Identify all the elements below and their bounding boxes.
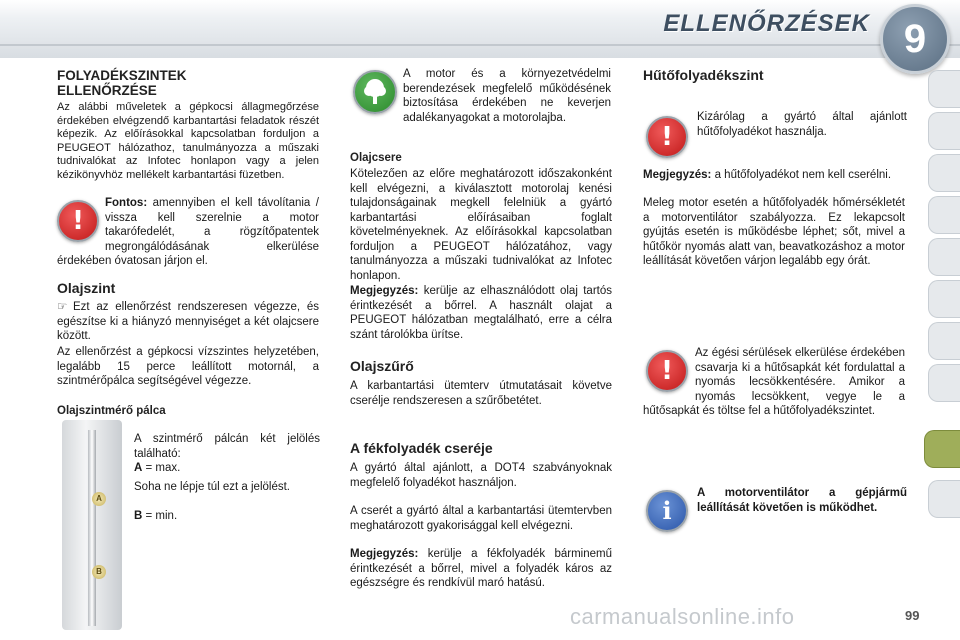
tree-glyph [355, 72, 395, 112]
chapter-number-badge [880, 4, 950, 74]
info-icon [646, 490, 688, 532]
fek-p1: A gyártó által ajánlott, a DOT4 szabványoknak megfelelő folyadékot használjon. [350, 462, 612, 489]
section-title [57, 68, 327, 98]
chapter-tab[interactable] [928, 322, 960, 360]
olajcsere-note [350, 284, 612, 342]
fontos-paragraph [57, 196, 319, 269]
chapter-title: ELLENŐRZÉSEK [663, 10, 870, 37]
chapter-tab[interactable] [928, 112, 960, 150]
note-text: a hűtőfolyadékot nem kell cserélni. [711, 169, 892, 181]
fek-p2: A cserét a gyártó által a karbantartási ütemtervben meghatározott gyakorisággal kell elvégezni. [350, 505, 612, 532]
icon-spacer [57, 196, 105, 254]
fan-info: A motorventilátor a gépjármű leállítását követően is működhet. [697, 487, 907, 514]
dipstick-heading: Olajszintmérő pálca [57, 405, 166, 417]
icon-spacer [643, 346, 695, 390]
olajszuro-heading: Olajszűrő [350, 358, 414, 374]
page-number: 99 [905, 608, 920, 623]
mark-b: B [92, 565, 106, 579]
note-label: Megjegyzés: [350, 548, 419, 560]
coolant-hot-engine: Meleg motor esetén a hűtőfolyadék hőmérsékletét a motorventilátor szabályozza. Ez lekapcsolt gyújtás esetén is működésbe léphet; sőt, mivel a hűtőkör nyomás alatt van, beavatkozáshoz a motor leállítását követően várjon legalább egy órát. [643, 197, 905, 267]
olajszint-bullet [57, 300, 319, 344]
tree-icon [353, 70, 397, 114]
chapter-tab-active[interactable] [924, 430, 960, 468]
chapter-tab[interactable] [928, 238, 960, 276]
fontos-label: Fontos: [105, 197, 148, 209]
bullet-text: Ezt az ellenőrzést rendszeresen végezze, és egészítse ki a hiányzó mennyiséget a két olajcsere között. [57, 301, 319, 342]
chapter-number: 9 [903, 17, 927, 61]
olajszuro-text: A karbantartási ütemterv útmutatásait követve cserélje rendszeresen a szűrőbetétet. [350, 380, 612, 407]
dipstick-intro: A szintmérő pálcán két jelölés található: [134, 433, 320, 460]
burn-warning-text: Az égési sérülések elkerülése érdekében csavarja ki a hűtősapkát két fordulattal a nyomás lecsökkentésére. Amikor a nyomás lecsökkent, vegye le a hűtősapkát és töltse fel a hűtőfolyadékszintet. [643, 347, 905, 417]
note-text: kerülje a fékfolyadék bárminemű érintkezését a bőrrel, mivel a folyadék káros az egészségre és rendkívül maró hatású. [350, 548, 612, 589]
a-label: A [134, 462, 143, 474]
chapter-tab[interactable] [928, 154, 960, 192]
burn-warning [643, 346, 905, 419]
dipstick-warning: Soha ne lépje túl ezt a jelölést. [134, 481, 290, 493]
watermark: carmanualsonline.info [570, 604, 795, 629]
coolant-heading: Hűtőfolyadékszint [643, 67, 764, 83]
pointing-hand-icon: ☞ [57, 301, 68, 313]
warning-icon [646, 116, 688, 158]
chapter-tab[interactable] [928, 480, 960, 518]
a-text: = max. [142, 462, 181, 474]
note-label: Megjegyzés: [643, 169, 712, 181]
fontos-text: amennyiben el kell távolítania / vissza kell szerelnie a motor takarófedelét, a rögzítőpatentek megrongálódásának elkerülése érdekében óvatosan járjon el. [57, 197, 319, 267]
mark-a-legend [134, 461, 320, 476]
intro-text: Az alábbi műveletek a gépkocsi állagmegőrzése érdekében elvégzendő karbantartási feladatok részét képezik. Az előírásokkal kapcsolatban forduljon a PEUGEOT hálózathoz, tanulmányozza a műszaki tudnivalókat az Infotec honlapon vagy a jelen kézikönyvhöz mellékelt karbantartási füzetben. [57, 101, 319, 181]
fek-note [350, 547, 612, 591]
note-label: Megjegyzés: [350, 285, 419, 297]
mark-b-legend [134, 509, 320, 524]
env-text: A motor és a környezetvédelmi berendezések megfelelő működésének biztosítása érdekében ne keverjen adalékanyagokat a motorolajba. [403, 68, 611, 124]
olajszint-heading: Olajszint [57, 280, 116, 296]
dipstick-rod [88, 430, 96, 626]
mark-a: A [92, 492, 106, 506]
chapter-tab[interactable] [928, 70, 960, 108]
coolant-note [643, 168, 905, 183]
coolant-warning: Kizárólag a gyártó által ajánlott hűtőfolyadékot használja. [697, 111, 907, 138]
olajcsere-heading: Olajcsere [350, 152, 402, 164]
header-divider [0, 44, 960, 56]
title-line: FOLYADÉKSZINTEK [57, 68, 187, 83]
note-text: kerülje az elhasználódott olaj tartós érintkezését a bőrrel. A használt olajat a PEUGEOT hálózatban megtalálható, erre a célra szánt tárolókba ürítse. [350, 285, 612, 341]
olajcsere-text: Kötelezően az előre meghatározott időszakonként kell elvégezni, a kiválasztott motorolaj kenési tulajdonságainak megkell felelniük a gyártó karbantartási előírásaiban foglalt követelményeknek. Az előírásokkal kapcsolatban forduljon a PEUGEOT hálózatához, vagy tanulmányozza a műszaki tudnivalókat az Infotec honlapon. [350, 168, 612, 282]
olajszint-paragraph: Az ellenőrzést a gépkocsi vízszintes helyzetében, legalább 15 perce leállított motornál, a szintmérőpálca segítségével végezze. [57, 346, 319, 387]
chapter-tab[interactable] [928, 364, 960, 402]
fek-heading: A fékfolyadék cseréje [350, 440, 493, 456]
b-label: B [134, 510, 143, 522]
chapter-tab[interactable] [928, 280, 960, 318]
title-line: ELLENŐRZÉSE [57, 83, 157, 98]
b-text: = min. [142, 510, 178, 522]
chapter-tab[interactable] [928, 196, 960, 234]
